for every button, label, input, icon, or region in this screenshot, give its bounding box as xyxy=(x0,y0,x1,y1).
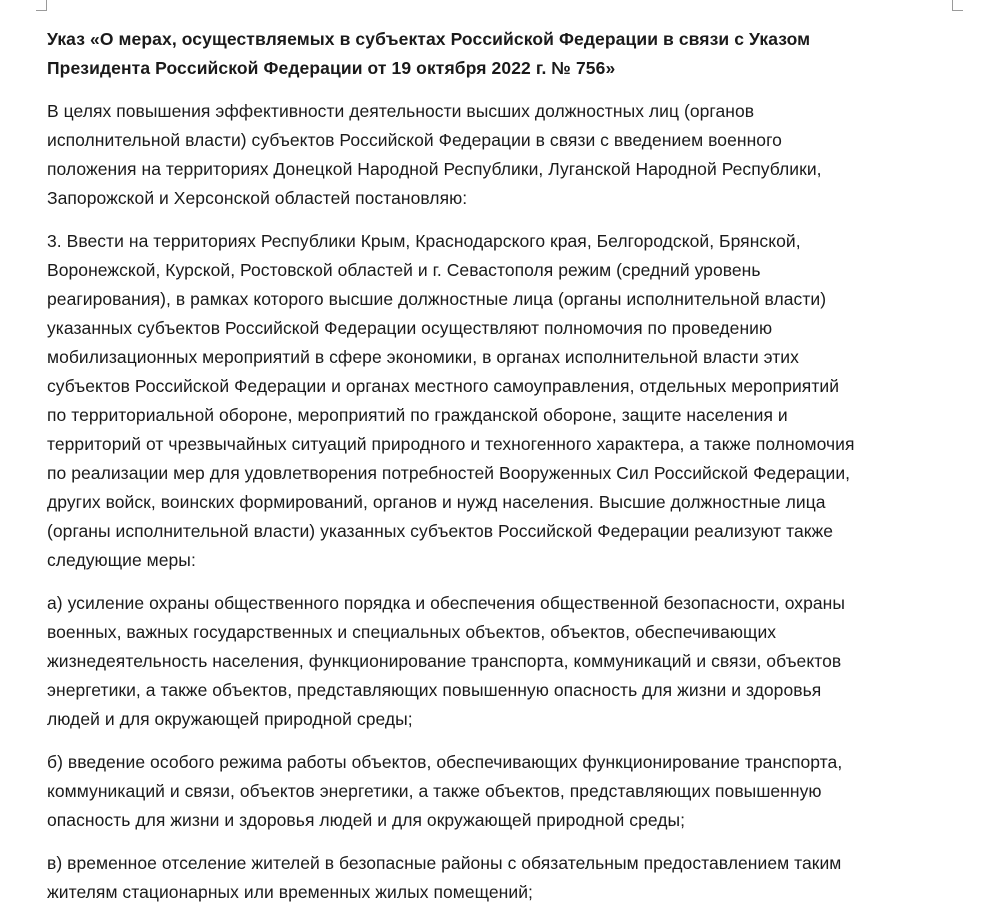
text-line: следующие меры: xyxy=(47,550,196,570)
text-line: субъектов Российской Федерации и органах местного самоуправления, отдельных мероприятий xyxy=(47,376,840,396)
clause-3-paragraph xyxy=(47,227,982,575)
clause-a-paragraph xyxy=(47,589,982,734)
clause-b-paragraph xyxy=(47,748,982,835)
margin-corner-mark-left xyxy=(36,0,47,11)
text-line: коммуникаций и связи, объектов энергетики, а также объектов, представляющих повышенную xyxy=(47,781,822,801)
text-line: военных, важных государственных и специальных объектов, объектов, обеспечивающих xyxy=(47,622,777,642)
text-line: В целях повышения эффективности деятельности высших должностных лиц (органов xyxy=(47,101,755,121)
text-line: в) временное отселение жителей в безопасные районы с обязательным предоставлением таким xyxy=(47,853,842,873)
text-line: людей и для окружающей природной среды; xyxy=(47,709,413,729)
text-line: Воронежской, Курской, Ростовской областей и г. Севастополя режим (средний уровень xyxy=(47,260,761,280)
text-line: по реализации мер для удовлетворения потребностей Вооруженных Сил Российской Федерации, xyxy=(47,463,851,483)
clause-v-paragraph xyxy=(47,849,982,907)
text-line: мобилизационных мероприятий в сфере экономики, в органах исполнительной власти этих xyxy=(47,347,799,367)
document-title xyxy=(47,25,982,83)
text-line: б) введение особого режима работы объектов, обеспечивающих функционирование транспорта, xyxy=(47,752,843,772)
text-line: жизнедеятельность населения, функционирование транспорта, коммуникаций и связи, объектов xyxy=(47,651,842,671)
text-line: 3. Ввести на территориях Республики Крым, Краснодарского края, Белгородской, Брянской, xyxy=(47,231,801,251)
text-line: Запорожской и Херсонской областей постановляю: xyxy=(47,188,468,208)
text-line: других войск, воинских формирований, органов и нужд населения. Высшие должностные лица xyxy=(47,492,826,512)
title-line: Президента Российской Федерации от 19 октября 2022 г. № 756» xyxy=(47,58,616,78)
text-line: а) усиление охраны общественного порядка и обеспечения общественной безопасности, охраны xyxy=(47,593,846,613)
text-line: реагирования), в рамках которого высшие должностные лица (органы исполнительной власти) xyxy=(47,289,827,309)
text-line: жителям стационарных или временных жилых помещений; xyxy=(47,882,533,902)
text-line: указанных субъектов Российской Федерации осуществляют полномочия по проведению xyxy=(47,318,773,338)
text-line: по территориальной обороне, мероприятий по гражданской обороне, защите населения и xyxy=(47,405,788,425)
title-line: Указ «О мерах, осуществляемых в субъектах Российской Федерации в связи с Указом xyxy=(47,29,811,49)
margin-corner-mark-right xyxy=(952,0,963,11)
text-line: положения на территориях Донецкой Народной Республики, Луганской Народной Республики, xyxy=(47,159,822,179)
preamble-paragraph xyxy=(47,97,982,213)
text-line: (органы исполнительной власти) указанных субъектов Российской Федерации реализуют также xyxy=(47,521,834,541)
text-line: исполнительной власти) субъектов Российской Федерации в связи с введением военного xyxy=(47,130,782,150)
text-line: энергетики, а также объектов, представляющих повышенную опасность для жизни и здоровья xyxy=(47,680,822,700)
text-line: территорий от чрезвычайных ситуаций природного и техногенного характера, а также полномочия xyxy=(47,434,855,454)
document-body xyxy=(47,25,982,921)
text-line: опасность для жизни и здоровья людей и для окружающей природной среды; xyxy=(47,810,686,830)
